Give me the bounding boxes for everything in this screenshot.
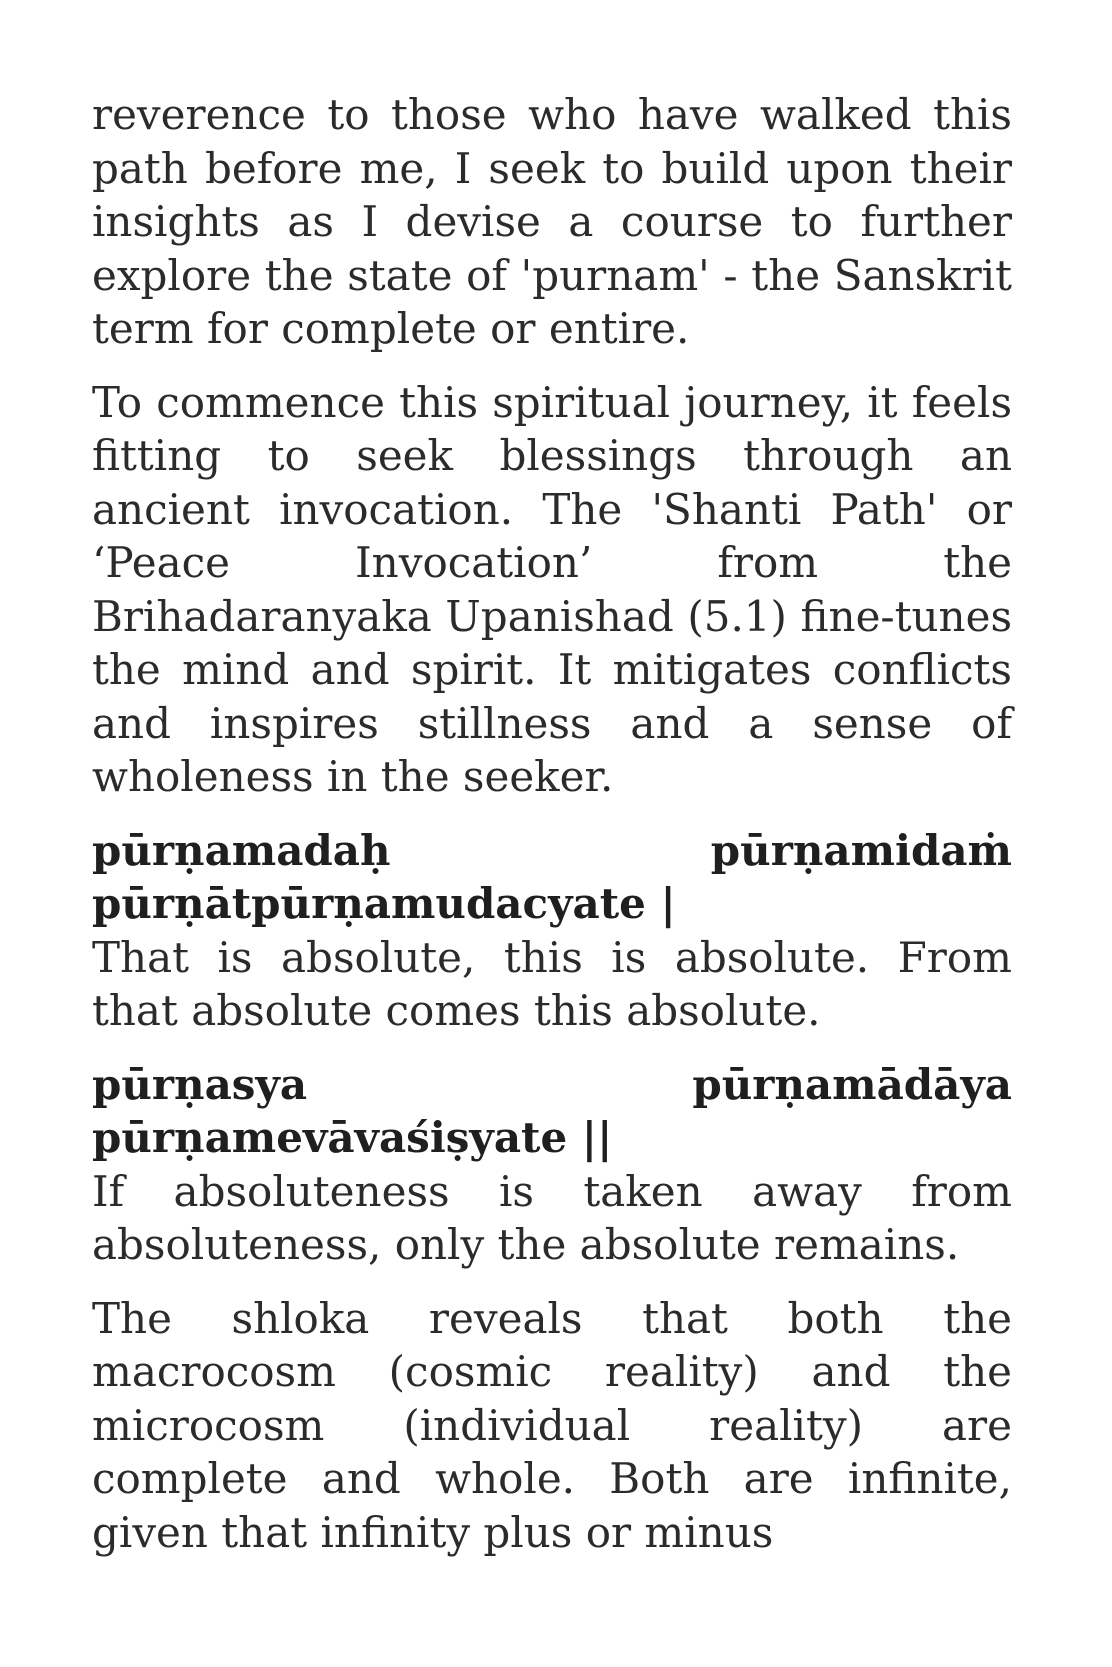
verse-translation-2: If absoluteness is taken away from absoluteness, only the absolute remains. <box>92 1166 1012 1269</box>
verse-line-2b: pūrṇamevāvaśiṣyate || <box>92 1113 613 1162</box>
verse-line-1b: pūrṇātpūrṇamudacyate | <box>92 879 676 928</box>
verse-line-2a <box>92 1058 1012 1112</box>
verse-block-2 <box>92 1058 1012 1272</box>
verse-word: pūrṇamadaḥ <box>92 825 391 875</box>
verse-word: pūrṇamādāya <box>692 1059 1012 1109</box>
paragraph-invocation: To commence this spiritual journey, it feels fitting to seek blessings through an ancient invocation. The 'Shanti Path' or ‘Peace Invocation’ from the Brihadaranyaka Upanishad (5.1) fine-tunes the mind and spirit. It mitigates conflicts and inspires stillness and a sense of wholeness in the seeker. <box>92 377 1012 801</box>
paragraph-shloka-meaning: The shloka reveals that both the macrocosm (cosmic reality) and the microcosm (individual reality) are complete and whole. Both are infinite, given that infinity plus or minus <box>92 1293 1012 1557</box>
verse-translation-1: That is absolute, this is absolute. From that absolute comes this absolute. <box>92 932 1012 1035</box>
verse-sanskrit-2 <box>92 1058 1012 1165</box>
page-content <box>92 88 1012 1579</box>
verse-word: pūrṇasya <box>92 1059 308 1109</box>
verse-line-1a <box>92 824 1012 878</box>
verse-word: pūrṇamidaṁ <box>710 825 1012 875</box>
paragraph-intro: reverence to those who have walked this path before me, I seek to build upon their insights as I devise a course to further explore the state of 'purnam' - the Sanskrit term for complete or entire. <box>92 90 1012 353</box>
verse-sanskrit-1 <box>92 824 1012 931</box>
verse-block-1 <box>92 824 1012 1038</box>
